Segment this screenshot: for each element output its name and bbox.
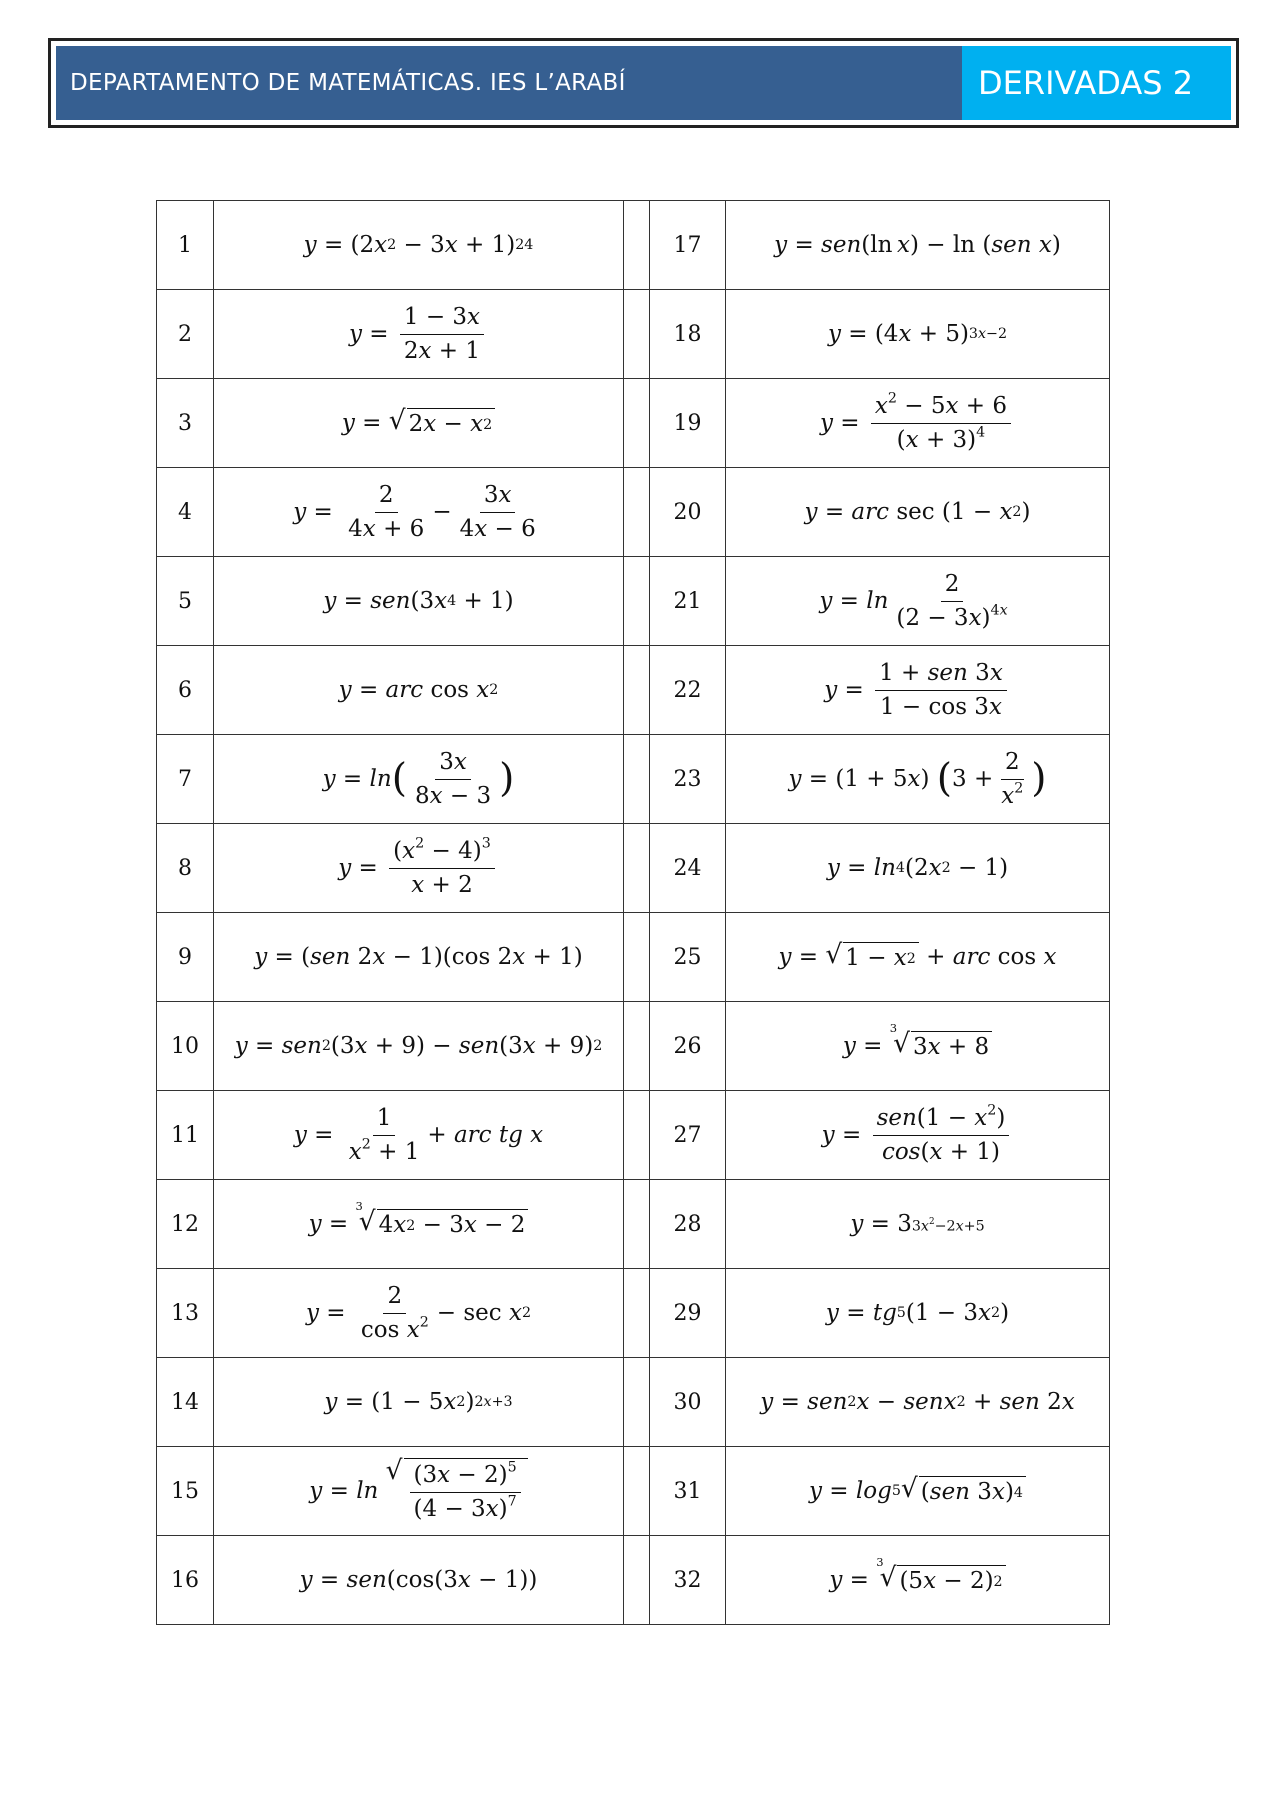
column-separator bbox=[624, 1358, 650, 1447]
exercise-formula: y = 3 √ (5 x − 2) 2 bbox=[726, 1536, 1110, 1625]
exercise-number: 2 bbox=[157, 290, 214, 379]
column-separator bbox=[624, 201, 650, 290]
exercise-number: 27 bbox=[650, 1091, 726, 1180]
exercise-formula: y = $\frac{2}{\cos x^2}$ − sec x 2 bbox=[214, 1269, 624, 1358]
exercise-formula: y = 3 √ 4 x 2 − 3 x − 2 bbox=[214, 1180, 624, 1269]
exercise-number: 24 bbox=[650, 824, 726, 913]
exercise-number: 14 bbox=[157, 1358, 214, 1447]
exercise-formula: y = 3 √ 3 x + 8 bbox=[726, 1002, 1110, 1091]
exercise-formula: y = √ 2 x − x 2 bbox=[214, 379, 624, 468]
exercise-number: 8 bbox=[157, 824, 214, 913]
exercise-formula: y = (1 − 5 x 2 ) 2x+3 bbox=[214, 1358, 624, 1447]
exercise-formula: y = arc sec (1 − x 2 ) bbox=[726, 468, 1110, 557]
exercise-number: 18 bbox=[650, 290, 726, 379]
exercise-formula: y = 3 $3x^2-2x+5$ bbox=[726, 1180, 1110, 1269]
header bbox=[48, 38, 1239, 128]
exercise-formula: y = (4 x + 5) 3x−2 bbox=[726, 290, 1110, 379]
exercise-formula: y = sen (ln x ) − ln ( sen x ) bbox=[726, 201, 1110, 290]
exercise-number: 31 bbox=[650, 1447, 726, 1536]
exercise-formula: y = ln √ $\frac{(3x - 2)^5}{(4 - 3x)^7}$ bbox=[214, 1447, 624, 1536]
exercise-number: 3 bbox=[157, 379, 214, 468]
column-separator bbox=[624, 646, 650, 735]
exercise-formula: y = $\frac{\text{1 + sen 3x}}{1 - \cos 3x}$ bbox=[726, 646, 1110, 735]
exercise-formula: y = $\frac{x^2 - 5x + 6}{(x + 3)^4}$ bbox=[726, 379, 1110, 468]
column-separator bbox=[624, 735, 650, 824]
exercise-formula: y = ln $\frac{2}{(2 - 3x)^{4x}}$ bbox=[726, 557, 1110, 646]
exercise-formula: y = sen 2 (3 x + 9) − sen (3 x + 9) 2 bbox=[214, 1002, 624, 1091]
column-separator bbox=[624, 913, 650, 1002]
exercise-number: 1 bbox=[157, 201, 214, 290]
column-separator bbox=[624, 1269, 650, 1358]
exercise-number: 30 bbox=[650, 1358, 726, 1447]
exercise-formula: y = $\frac{1}{x^2 + 1}$ + arc tg x bbox=[214, 1091, 624, 1180]
exercise-formula: y = $\frac{1 - 3x}{2x + 1}$ bbox=[214, 290, 624, 379]
exercise-formula: y = $\frac{sen(1 - x^2)}{\cos(x + 1)}$ bbox=[726, 1091, 1110, 1180]
column-separator bbox=[624, 1002, 650, 1091]
exercise-number: 10 bbox=[157, 1002, 214, 1091]
exercise-number: 32 bbox=[650, 1536, 726, 1625]
column-separator bbox=[624, 379, 650, 468]
column-separator bbox=[624, 290, 650, 379]
exercises-table bbox=[156, 200, 1110, 1625]
exercise-formula: y = ln 4 (2 x 2 − 1) bbox=[726, 824, 1110, 913]
column-separator bbox=[624, 824, 650, 913]
exercise-formula: y = sen (3 x 4 + 1) bbox=[214, 557, 624, 646]
exercise-formula: y = (1 + 5 x ) ( 3 + $\frac{2}{x^2}$ ) bbox=[726, 735, 1110, 824]
exercise-number: 29 bbox=[650, 1269, 726, 1358]
exercise-number: 21 bbox=[650, 557, 726, 646]
exercise-number: 17 bbox=[650, 201, 726, 290]
exercise-number: 20 bbox=[650, 468, 726, 557]
exercise-number: 26 bbox=[650, 1002, 726, 1091]
exercise-number: 19 bbox=[650, 379, 726, 468]
exercise-number: 11 bbox=[157, 1091, 214, 1180]
column-separator bbox=[624, 1447, 650, 1536]
exercise-number: 9 bbox=[157, 913, 214, 1002]
exercise-formula: y = sen 2 x − senx 2 + sen 2 x bbox=[726, 1358, 1110, 1447]
exercise-formula: y = ln ( $\frac{3x}{8x - 3}$ ) bbox=[214, 735, 624, 824]
exercise-number: 16 bbox=[157, 1536, 214, 1625]
column-separator bbox=[624, 557, 650, 646]
exercise-number: 5 bbox=[157, 557, 214, 646]
exercise-formula: y = $\frac{(x^2 - 4)^3}{x + 2}$ bbox=[214, 824, 624, 913]
exercise-number: 12 bbox=[157, 1180, 214, 1269]
exercise-formula: y = (2 x 2 − 3 x + 1) 24 bbox=[214, 201, 624, 290]
exercise-formula: y = $\frac{2}{4x + 6}$ − $\frac{3x}{4x - 6}$ bbox=[214, 468, 624, 557]
department-name: DEPARTAMENTO DE MATEMÁTICAS. IES L’ARABÍ bbox=[56, 46, 962, 120]
column-separator bbox=[624, 1091, 650, 1180]
column-separator bbox=[624, 468, 650, 557]
exercise-number: 6 bbox=[157, 646, 214, 735]
exercise-number: 4 bbox=[157, 468, 214, 557]
exercise-number: 25 bbox=[650, 913, 726, 1002]
exercise-formula: y = sen (cos(3 x − 1)) bbox=[214, 1536, 624, 1625]
exercise-formula: y = ( sen 2 x − 1)(cos 2 x + 1) bbox=[214, 913, 624, 1002]
exercise-number: 22 bbox=[650, 646, 726, 735]
exercise-formula: y = log 5 √ ( sen 3 x ) 4 bbox=[726, 1447, 1110, 1536]
exercise-formula: y = √ 1 − x 2 + arc cos x bbox=[726, 913, 1110, 1002]
exercise-formula: y = arc cos x 2 bbox=[214, 646, 624, 735]
exercise-number: 23 bbox=[650, 735, 726, 824]
exercise-formula: y = tg 5 (1 − 3 x 2 ) bbox=[726, 1269, 1110, 1358]
page-title: DERIVADAS 2 bbox=[962, 46, 1231, 120]
column-separator bbox=[624, 1180, 650, 1269]
exercise-number: 28 bbox=[650, 1180, 726, 1269]
exercise-number: 7 bbox=[157, 735, 214, 824]
exercise-number: 13 bbox=[157, 1269, 214, 1358]
column-separator bbox=[624, 1536, 650, 1625]
exercise-number: 15 bbox=[157, 1447, 214, 1536]
